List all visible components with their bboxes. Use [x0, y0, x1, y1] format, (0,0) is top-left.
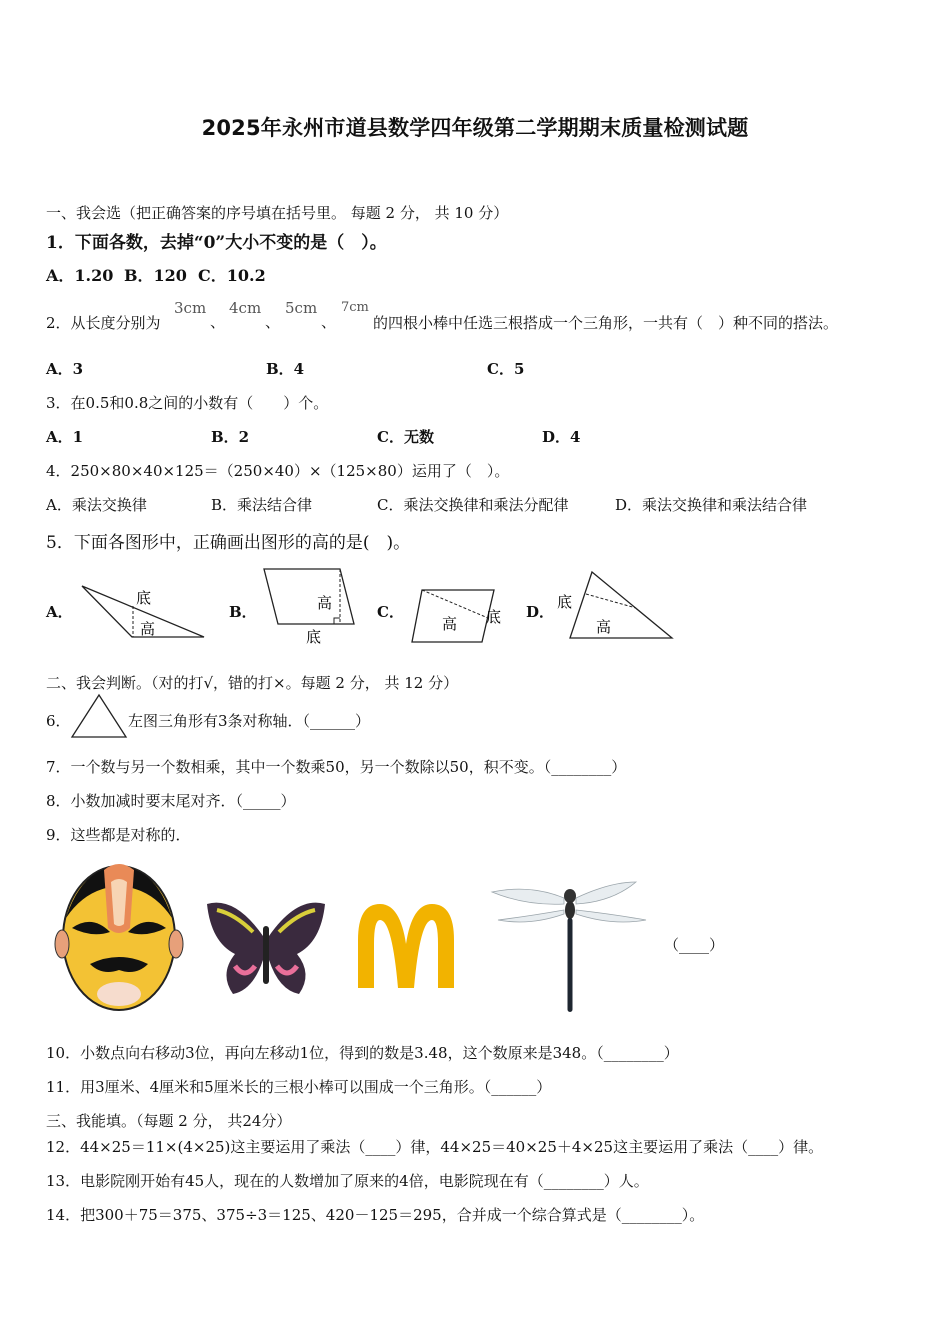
dragonfly-image	[490, 876, 650, 1014]
opera-mask-image	[52, 858, 186, 1014]
q3-option-a: A．1	[46, 428, 84, 446]
separator: 、	[265, 313, 281, 331]
question-2-suffix: 的四根小棒中任选三根搭成一个三角形，一共有（ ）种不同的搭法。	[373, 314, 839, 332]
figure-a-triangle	[78, 582, 208, 640]
label-gao: 高	[596, 618, 612, 636]
q1-option-b: B．120	[124, 266, 187, 285]
question-1: 1．下面各数，去掉“0”大小不变的是（ ）。	[46, 233, 387, 253]
q2-option-a: A．3	[46, 360, 84, 378]
q4-option-c: C．乘法交换律和乘法分配律	[377, 496, 569, 514]
length-7cm: 7cm	[341, 300, 369, 315]
question-4: 4．250×80×40×125＝（250×40）×（125×80）运用了（ ）。	[46, 462, 510, 480]
question-6: 左图三角形有3条对称轴．（______）	[128, 712, 371, 730]
label-gao: 高	[317, 594, 333, 612]
label-di: 底	[136, 589, 152, 607]
question-8: 8．小数加减时要末尾对齐．（_____）	[46, 792, 296, 810]
question-2-prefix: 2．从长度分别为	[46, 314, 161, 332]
question-10: 10．小数点向右移动3位，再向左移动1位，得到的数是3.48，这个数原来是348。（________）	[46, 1044, 679, 1062]
separator: 、	[321, 313, 337, 331]
length-3cm: 3cm	[174, 299, 207, 317]
question-6-number: 6．	[46, 712, 71, 730]
figure-b-parallelogram	[260, 566, 360, 650]
section-3-header: 三、我能填。（每题 2 分， 共24分）	[46, 1112, 292, 1130]
q4-option-b: B．乘法结合律	[211, 496, 313, 514]
question-13: 13．电影院刚开始有45人，现在的人数增加了原来的4倍，电影院现在有（________）人。	[46, 1172, 649, 1190]
section-2-header: 二、我会判断。（对的打√，错的打×。每题 2 分， 共 12 分）	[46, 674, 459, 692]
q1-option-a: A．1.20	[46, 266, 114, 285]
question-7: 7．一个数与另一个数相乘，其中一个数乘50，另一个数除以50，积不变。（________）	[46, 758, 627, 776]
q3-option-d: D．4	[542, 428, 581, 446]
butterfly-image	[205, 896, 327, 1004]
q3-option-c: C．无数	[377, 428, 434, 446]
length-5cm: 5cm	[285, 299, 318, 317]
figure-d-triangle	[554, 566, 678, 642]
question-12: 12．44×25＝11×(4×25)这主要运用了乘法（____）律，44×25＝40×25＋4×25这主要运用了乘法（____）律。	[46, 1138, 824, 1156]
label-gao: 高	[442, 615, 458, 633]
q2-option-c: C．5	[487, 360, 525, 378]
question-5: 5．下面各图形中，正确画出图形的高的是( )。	[46, 533, 411, 553]
q4-option-d: D．乘法交换律和乘法结合律	[615, 496, 808, 514]
q3-option-b: B．2	[211, 428, 250, 446]
question-9-blank: （____）	[664, 936, 725, 954]
q4-option-a: A．乘法交换律	[46, 496, 147, 514]
question-3: 3．在0.5和0.8之间的小数有（ ）个。	[46, 394, 329, 412]
figure-c-parallelogram	[408, 584, 520, 646]
question-9: 9．这些都是对称的．	[46, 826, 191, 844]
length-4cm: 4cm	[229, 299, 262, 317]
q5-option-d: D．	[526, 603, 555, 621]
page-title: 2025年永州市道县数学四年级第二学期期末质量检测试题	[201, 116, 749, 140]
q5-option-b: B．	[229, 603, 257, 621]
question-14: 14．把300＋75＝375、375÷3＝125、420－125＝295，合并成一个综合算式是（________）。	[46, 1206, 705, 1224]
q2-option-b: B．4	[266, 360, 305, 378]
mcdonalds-logo-image	[354, 900, 458, 992]
q5-option-a: A．	[46, 603, 73, 621]
separator: 、	[210, 313, 226, 331]
section-1-header: 一、我会选（把正确答案的序号填在括号里。 每题 2 分， 共 10 分）	[46, 204, 509, 222]
q5-option-c: C．	[377, 603, 404, 621]
label-di: 底	[557, 593, 573, 611]
question-11: 11．用3厘米、4厘米和5厘米长的三根小棒可以围成一个三角形。（______）	[46, 1078, 552, 1096]
label-di: 底	[486, 608, 502, 626]
label-gao: 高	[140, 620, 156, 638]
q1-option-c: C．10.2	[198, 266, 266, 285]
isosceles-triangle-figure	[70, 693, 128, 739]
label-di: 底	[306, 628, 322, 646]
